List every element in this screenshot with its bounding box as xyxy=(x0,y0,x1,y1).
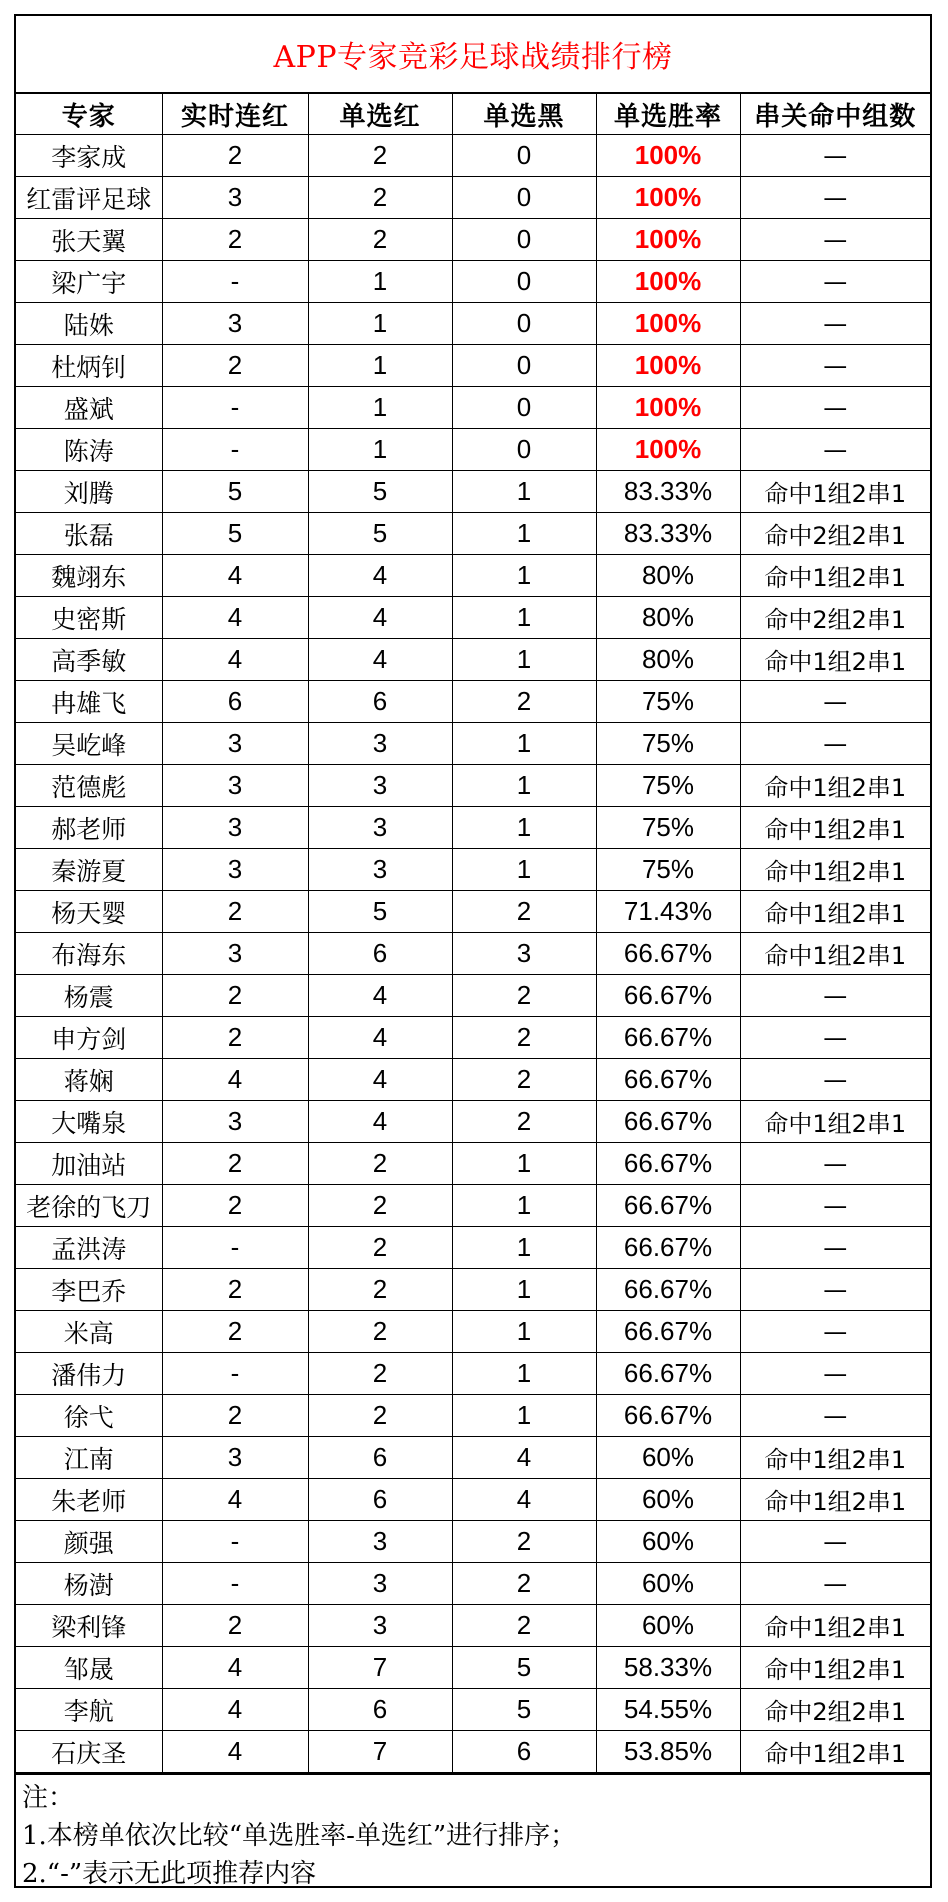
single-losses-cell: 1 xyxy=(452,765,596,807)
win-rate-cell: 100% xyxy=(596,387,740,429)
single-wins-cell: 7 xyxy=(308,1731,452,1773)
single-wins-cell: 4 xyxy=(308,1059,452,1101)
parlay-hits-cell: 命中1组2串1 xyxy=(740,555,930,597)
win-rate-cell: 66.67% xyxy=(596,1143,740,1185)
single-losses-cell: 5 xyxy=(452,1647,596,1689)
win-rate-cell: 100% xyxy=(596,345,740,387)
table-row xyxy=(16,261,930,303)
expert-name-cell: 魏翊东 xyxy=(16,555,162,597)
single-losses-cell: 4 xyxy=(452,1479,596,1521)
win-rate-cell: 66.67% xyxy=(596,1395,740,1437)
streak-cell: 2 xyxy=(162,975,308,1017)
expert-name-cell: 红雷评足球 xyxy=(16,177,162,219)
win-rate-cell: 54.55% xyxy=(596,1689,740,1731)
parlay-hits-cell: 命中1组2串1 xyxy=(740,849,930,891)
streak-cell: 6 xyxy=(162,681,308,723)
table-row xyxy=(16,723,930,765)
ranking-table xyxy=(16,94,930,1773)
streak-cell: 2 xyxy=(162,135,308,177)
table-row xyxy=(16,1227,930,1269)
ranking-sheet xyxy=(14,14,932,1888)
table-row xyxy=(16,1395,930,1437)
single-wins-cell: 1 xyxy=(308,261,452,303)
parlay-hits-cell: — xyxy=(740,1059,930,1101)
streak-cell: 2 xyxy=(162,219,308,261)
streak-cell: - xyxy=(162,1563,308,1605)
expert-name-cell: 朱老师 xyxy=(16,1479,162,1521)
note-item: 2.“-”表示无此项推荐内容 xyxy=(22,1859,317,1889)
win-rate-cell: 66.67% xyxy=(596,933,740,975)
expert-name-cell: 米高 xyxy=(16,1311,162,1353)
parlay-hits-cell: — xyxy=(740,681,930,723)
single-losses-cell: 1 xyxy=(452,639,596,681)
single-losses-cell: 1 xyxy=(452,471,596,513)
single-wins-cell: 2 xyxy=(308,1311,452,1353)
parlay-hits-cell: — xyxy=(740,1395,930,1437)
single-losses-cell: 1 xyxy=(452,1143,596,1185)
table-row xyxy=(16,681,930,723)
table-row xyxy=(16,387,930,429)
parlay-hits-cell: 命中1组2串1 xyxy=(740,471,930,513)
parlay-hits-cell: — xyxy=(740,1227,930,1269)
single-losses-cell: 1 xyxy=(452,513,596,555)
single-losses-cell: 2 xyxy=(452,1563,596,1605)
table-row xyxy=(16,345,930,387)
win-rate-cell: 100% xyxy=(596,429,740,471)
streak-cell: 2 xyxy=(162,1269,308,1311)
single-losses-cell: 3 xyxy=(452,933,596,975)
win-rate-cell: 60% xyxy=(596,1521,740,1563)
parlay-hits-cell: 命中1组2串1 xyxy=(740,1479,930,1521)
single-losses-cell: 2 xyxy=(452,1017,596,1059)
win-rate-cell: 100% xyxy=(596,135,740,177)
win-rate-cell: 60% xyxy=(596,1605,740,1647)
expert-name-cell: 盛斌 xyxy=(16,387,162,429)
single-wins-cell: 2 xyxy=(308,1269,452,1311)
single-wins-cell: 1 xyxy=(308,303,452,345)
parlay-hits-cell: — xyxy=(740,387,930,429)
parlay-hits-cell: — xyxy=(740,723,930,765)
single-wins-cell: 4 xyxy=(308,555,452,597)
expert-name-cell: 老徐的飞刀 xyxy=(16,1185,162,1227)
expert-name-cell: 杜炳钊 xyxy=(16,345,162,387)
win-rate-cell: 66.67% xyxy=(596,1017,740,1059)
parlay-hits-cell: — xyxy=(740,261,930,303)
single-losses-cell: 1 xyxy=(452,1353,596,1395)
expert-name-cell: 布海东 xyxy=(16,933,162,975)
win-rate-cell: 75% xyxy=(596,765,740,807)
streak-cell: 3 xyxy=(162,177,308,219)
single-wins-cell: 5 xyxy=(308,891,452,933)
streak-cell: 2 xyxy=(162,1185,308,1227)
single-losses-cell: 0 xyxy=(452,303,596,345)
win-rate-cell: 58.33% xyxy=(596,1647,740,1689)
expert-name-cell: 刘腾 xyxy=(16,471,162,513)
column-header-streak: 实时连红 xyxy=(162,94,308,135)
single-losses-cell: 0 xyxy=(452,219,596,261)
table-row xyxy=(16,891,930,933)
table-row xyxy=(16,1311,930,1353)
table-row xyxy=(16,135,930,177)
single-wins-cell: 3 xyxy=(308,1605,452,1647)
streak-cell: 3 xyxy=(162,807,308,849)
single-wins-cell: 5 xyxy=(308,513,452,555)
streak-cell: - xyxy=(162,1521,308,1563)
table-title: APP专家竞彩足球战绩排行榜 xyxy=(16,16,930,94)
expert-name-cell: 杨澍 xyxy=(16,1563,162,1605)
table-row xyxy=(16,765,930,807)
single-losses-cell: 2 xyxy=(452,1059,596,1101)
table-row xyxy=(16,1689,930,1731)
streak-cell: 4 xyxy=(162,597,308,639)
single-wins-cell: 3 xyxy=(308,1521,452,1563)
streak-cell: 5 xyxy=(162,513,308,555)
expert-name-cell: 加油站 xyxy=(16,1143,162,1185)
column-header-win-rate: 单选胜率 xyxy=(596,94,740,135)
expert-name-cell: 李巴乔 xyxy=(16,1269,162,1311)
win-rate-cell: 75% xyxy=(596,849,740,891)
single-losses-cell: 0 xyxy=(452,135,596,177)
streak-cell: 2 xyxy=(162,1395,308,1437)
expert-name-cell: 范德彪 xyxy=(16,765,162,807)
expert-name-cell: 杨震 xyxy=(16,975,162,1017)
table-row xyxy=(16,639,930,681)
single-losses-cell: 1 xyxy=(452,555,596,597)
streak-cell: 4 xyxy=(162,1059,308,1101)
single-losses-cell: 1 xyxy=(452,1185,596,1227)
parlay-hits-cell: 命中2组2串1 xyxy=(740,597,930,639)
streak-cell: 2 xyxy=(162,1017,308,1059)
single-wins-cell: 1 xyxy=(308,429,452,471)
parlay-hits-cell: — xyxy=(740,1269,930,1311)
streak-cell: 4 xyxy=(162,1647,308,1689)
expert-name-cell: 冉雄飞 xyxy=(16,681,162,723)
parlay-hits-cell: 命中2组2串1 xyxy=(740,513,930,555)
single-wins-cell: 3 xyxy=(308,1563,452,1605)
win-rate-cell: 66.67% xyxy=(596,1185,740,1227)
expert-name-cell: 陈涛 xyxy=(16,429,162,471)
parlay-hits-cell: — xyxy=(740,1353,930,1395)
streak-cell: 4 xyxy=(162,1689,308,1731)
parlay-hits-cell: — xyxy=(740,1017,930,1059)
single-wins-cell: 2 xyxy=(308,177,452,219)
single-losses-cell: 1 xyxy=(452,723,596,765)
notes-heading: 注： xyxy=(22,1783,75,1813)
table-row xyxy=(16,1605,930,1647)
expert-name-cell: 潘伟力 xyxy=(16,1353,162,1395)
expert-name-cell: 郝老师 xyxy=(16,807,162,849)
parlay-hits-cell: — xyxy=(740,303,930,345)
expert-name-cell: 邹晟 xyxy=(16,1647,162,1689)
single-wins-cell: 6 xyxy=(308,1689,452,1731)
win-rate-cell: 83.33% xyxy=(596,513,740,555)
expert-name-cell: 蒋娴 xyxy=(16,1059,162,1101)
streak-cell: 3 xyxy=(162,1101,308,1143)
table-row xyxy=(16,597,930,639)
parlay-hits-cell: — xyxy=(740,219,930,261)
column-header-expert: 专家 xyxy=(16,94,162,135)
win-rate-cell: 53.85% xyxy=(596,1731,740,1773)
single-wins-cell: 4 xyxy=(308,975,452,1017)
header-row xyxy=(16,94,930,135)
expert-name-cell: 李家成 xyxy=(16,135,162,177)
streak-cell: - xyxy=(162,1227,308,1269)
table-row xyxy=(16,1185,930,1227)
table-row xyxy=(16,849,930,891)
table-row xyxy=(16,1437,930,1479)
expert-name-cell: 陆姝 xyxy=(16,303,162,345)
table-row xyxy=(16,1521,930,1563)
win-rate-cell: 60% xyxy=(596,1563,740,1605)
single-wins-cell: 2 xyxy=(308,1143,452,1185)
table-row xyxy=(16,177,930,219)
notes-section xyxy=(16,1773,930,1893)
single-losses-cell: 2 xyxy=(452,681,596,723)
parlay-hits-cell: 命中1组2串1 xyxy=(740,933,930,975)
win-rate-cell: 66.67% xyxy=(596,1227,740,1269)
table-row xyxy=(16,429,930,471)
table-row xyxy=(16,933,930,975)
expert-name-cell: 申方剑 xyxy=(16,1017,162,1059)
parlay-hits-cell: — xyxy=(740,975,930,1017)
single-wins-cell: 5 xyxy=(308,471,452,513)
column-header-single-losses: 单选黑 xyxy=(452,94,596,135)
streak-cell: 5 xyxy=(162,471,308,513)
streak-cell: 2 xyxy=(162,1143,308,1185)
expert-name-cell: 李航 xyxy=(16,1689,162,1731)
streak-cell: 3 xyxy=(162,303,308,345)
streak-cell: 4 xyxy=(162,1479,308,1521)
parlay-hits-cell: 命中1组2串1 xyxy=(740,639,930,681)
expert-name-cell: 秦游夏 xyxy=(16,849,162,891)
expert-name-cell: 梁利锋 xyxy=(16,1605,162,1647)
table-row xyxy=(16,303,930,345)
win-rate-cell: 100% xyxy=(596,303,740,345)
single-losses-cell: 6 xyxy=(452,1731,596,1773)
streak-cell: 3 xyxy=(162,723,308,765)
single-losses-cell: 2 xyxy=(452,1605,596,1647)
expert-name-cell: 颜强 xyxy=(16,1521,162,1563)
single-wins-cell: 1 xyxy=(308,345,452,387)
table-row xyxy=(16,219,930,261)
win-rate-cell: 80% xyxy=(596,639,740,681)
single-wins-cell: 2 xyxy=(308,219,452,261)
parlay-hits-cell: 命中1组2串1 xyxy=(740,1647,930,1689)
expert-name-cell: 史密斯 xyxy=(16,597,162,639)
single-wins-cell: 6 xyxy=(308,1437,452,1479)
single-losses-cell: 1 xyxy=(452,1311,596,1353)
parlay-hits-cell: — xyxy=(740,345,930,387)
streak-cell: 3 xyxy=(162,849,308,891)
parlay-hits-cell: — xyxy=(740,1521,930,1563)
single-wins-cell: 4 xyxy=(308,597,452,639)
win-rate-cell: 100% xyxy=(596,219,740,261)
table-row xyxy=(16,1059,930,1101)
single-wins-cell: 2 xyxy=(308,135,452,177)
win-rate-cell: 60% xyxy=(596,1437,740,1479)
table-row xyxy=(16,1647,930,1689)
parlay-hits-cell: — xyxy=(740,177,930,219)
parlay-hits-cell: 命中1组2串1 xyxy=(740,1731,930,1773)
single-wins-cell: 2 xyxy=(308,1353,452,1395)
single-wins-cell: 3 xyxy=(308,849,452,891)
single-wins-cell: 4 xyxy=(308,1017,452,1059)
table-row xyxy=(16,1563,930,1605)
table-row xyxy=(16,1353,930,1395)
parlay-hits-cell: 命中1组2串1 xyxy=(740,1437,930,1479)
single-losses-cell: 5 xyxy=(452,1689,596,1731)
streak-cell: 2 xyxy=(162,345,308,387)
table-row xyxy=(16,1269,930,1311)
single-wins-cell: 3 xyxy=(308,723,452,765)
streak-cell: - xyxy=(162,261,308,303)
single-losses-cell: 4 xyxy=(452,1437,596,1479)
single-losses-cell: 2 xyxy=(452,975,596,1017)
win-rate-cell: 66.67% xyxy=(596,1311,740,1353)
single-losses-cell: 2 xyxy=(452,1101,596,1143)
single-wins-cell: 2 xyxy=(308,1395,452,1437)
expert-name-cell: 张天翼 xyxy=(16,219,162,261)
streak-cell: - xyxy=(162,1353,308,1395)
single-losses-cell: 1 xyxy=(452,1227,596,1269)
win-rate-cell: 83.33% xyxy=(596,471,740,513)
expert-name-cell: 江南 xyxy=(16,1437,162,1479)
single-wins-cell: 4 xyxy=(308,639,452,681)
table-row xyxy=(16,975,930,1017)
win-rate-cell: 75% xyxy=(596,723,740,765)
parlay-hits-cell: — xyxy=(740,1563,930,1605)
expert-name-cell: 梁广宇 xyxy=(16,261,162,303)
single-losses-cell: 0 xyxy=(452,345,596,387)
parlay-hits-cell: 命中1组2串1 xyxy=(740,765,930,807)
streak-cell: 3 xyxy=(162,1437,308,1479)
single-losses-cell: 2 xyxy=(452,1521,596,1563)
streak-cell: 4 xyxy=(162,639,308,681)
single-losses-cell: 1 xyxy=(452,1395,596,1437)
parlay-hits-cell: — xyxy=(740,1185,930,1227)
parlay-hits-cell: 命中1组2串1 xyxy=(740,1605,930,1647)
expert-name-cell: 徐弋 xyxy=(16,1395,162,1437)
win-rate-cell: 75% xyxy=(596,681,740,723)
expert-name-cell: 高季敏 xyxy=(16,639,162,681)
single-wins-cell: 6 xyxy=(308,1479,452,1521)
expert-name-cell: 张磊 xyxy=(16,513,162,555)
column-header-single-wins: 单选红 xyxy=(308,94,452,135)
single-losses-cell: 0 xyxy=(452,177,596,219)
expert-name-cell: 杨天婴 xyxy=(16,891,162,933)
streak-cell: 2 xyxy=(162,891,308,933)
expert-name-cell: 大嘴泉 xyxy=(16,1101,162,1143)
streak-cell: 2 xyxy=(162,1311,308,1353)
streak-cell: - xyxy=(162,387,308,429)
table-row xyxy=(16,1479,930,1521)
single-losses-cell: 0 xyxy=(452,387,596,429)
note-item: 1.本榜单依次比较“单选胜率-单选红”进行排序； xyxy=(22,1821,577,1851)
win-rate-cell: 66.67% xyxy=(596,1101,740,1143)
single-wins-cell: 4 xyxy=(308,1101,452,1143)
single-losses-cell: 1 xyxy=(452,1269,596,1311)
parlay-hits-cell: — xyxy=(740,135,930,177)
single-losses-cell: 0 xyxy=(452,261,596,303)
win-rate-cell: 80% xyxy=(596,555,740,597)
win-rate-cell: 100% xyxy=(596,177,740,219)
single-wins-cell: 2 xyxy=(308,1185,452,1227)
table-row xyxy=(16,513,930,555)
streak-cell: - xyxy=(162,429,308,471)
parlay-hits-cell: — xyxy=(740,429,930,471)
win-rate-cell: 60% xyxy=(596,1479,740,1521)
single-losses-cell: 2 xyxy=(452,891,596,933)
table-row xyxy=(16,1731,930,1773)
expert-name-cell: 石庆圣 xyxy=(16,1731,162,1773)
table-row xyxy=(16,1017,930,1059)
win-rate-cell: 66.67% xyxy=(596,1059,740,1101)
streak-cell: 2 xyxy=(162,1605,308,1647)
single-losses-cell: 1 xyxy=(452,807,596,849)
win-rate-cell: 66.67% xyxy=(596,1353,740,1395)
win-rate-cell: 71.43% xyxy=(596,891,740,933)
table-row xyxy=(16,555,930,597)
single-wins-cell: 7 xyxy=(308,1647,452,1689)
parlay-hits-cell: 命中1组2串1 xyxy=(740,807,930,849)
single-losses-cell: 0 xyxy=(452,429,596,471)
single-losses-cell: 1 xyxy=(452,849,596,891)
win-rate-cell: 100% xyxy=(596,261,740,303)
single-wins-cell: 3 xyxy=(308,807,452,849)
column-header-parlay-hits: 串关命中组数 xyxy=(740,94,930,135)
table-row xyxy=(16,471,930,513)
parlay-hits-cell: 命中1组2串1 xyxy=(740,891,930,933)
streak-cell: 4 xyxy=(162,1731,308,1773)
parlay-hits-cell: — xyxy=(740,1311,930,1353)
table-row xyxy=(16,807,930,849)
single-losses-cell: 1 xyxy=(452,597,596,639)
win-rate-cell: 80% xyxy=(596,597,740,639)
expert-name-cell: 孟洪涛 xyxy=(16,1227,162,1269)
win-rate-cell: 66.67% xyxy=(596,975,740,1017)
expert-name-cell: 吴屹峰 xyxy=(16,723,162,765)
streak-cell: 3 xyxy=(162,765,308,807)
win-rate-cell: 75% xyxy=(596,807,740,849)
single-wins-cell: 2 xyxy=(308,1227,452,1269)
parlay-hits-cell: 命中1组2串1 xyxy=(740,1101,930,1143)
win-rate-cell: 66.67% xyxy=(596,1269,740,1311)
parlay-hits-cell: 命中2组2串1 xyxy=(740,1689,930,1731)
single-wins-cell: 6 xyxy=(308,681,452,723)
table-row xyxy=(16,1101,930,1143)
parlay-hits-cell: — xyxy=(740,1143,930,1185)
streak-cell: 4 xyxy=(162,555,308,597)
streak-cell: 3 xyxy=(162,933,308,975)
table-row xyxy=(16,1143,930,1185)
single-wins-cell: 6 xyxy=(308,933,452,975)
single-wins-cell: 3 xyxy=(308,765,452,807)
single-wins-cell: 1 xyxy=(308,387,452,429)
